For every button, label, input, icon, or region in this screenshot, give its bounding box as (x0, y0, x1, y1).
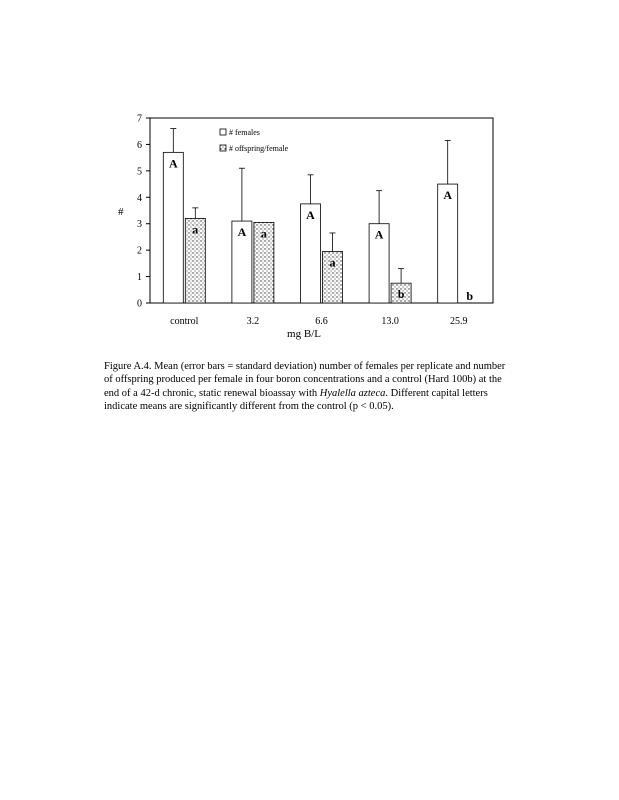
caption-text-end: . Different capital letters indicate means are significantly different from the control (p < 0.05). (104, 387, 488, 413)
y-tick-label: 6 (137, 139, 142, 151)
legend-label-females: # females (229, 128, 260, 137)
significance-letter-females: A (374, 227, 384, 242)
caption-text: Figure A.4. Mean (error bars = standard deviation) number of females per replicate and number of offspring produced per female in four boron concentrations and a control (Hard 100b) at the end of a 42-d chronic, static renewal bioassay with (104, 361, 506, 399)
bar-females (163, 152, 183, 303)
x-tick-label: 13.0 (381, 316, 399, 327)
x-axis-label: mg B/L (287, 328, 321, 340)
significance-letter-females: A (168, 156, 178, 171)
y-tick-label: 5 (137, 166, 142, 178)
y-axis-label: # (118, 206, 124, 218)
y-tick-label: 2 (137, 245, 142, 257)
significance-letter-offspring: a (260, 226, 267, 241)
significance-letter-females: A (306, 207, 315, 222)
legend-swatch-offspring (220, 145, 226, 151)
significance-letter-offspring: a (329, 255, 336, 270)
y-tick-label: 0 (137, 298, 142, 310)
significance-letter-offspring: a (192, 222, 199, 237)
significance-letter-females: A (443, 188, 453, 203)
x-tick-label: 6.6 (315, 316, 328, 327)
legend (220, 128, 289, 153)
legend-label-offspring: # offspring/female (229, 144, 289, 153)
bar-chart (0, 0, 619, 350)
x-tick-label: control (170, 316, 199, 327)
y-tick-label: 3 (137, 219, 142, 231)
significance-letter-offspring: b (466, 289, 474, 303)
x-tick-label: 3.2 (246, 316, 260, 327)
significance-letter-females: A (237, 225, 247, 240)
y-axis (137, 114, 150, 310)
figure-caption (104, 360, 514, 414)
x-axis (170, 316, 467, 327)
caption-species-name: Hyalella azteca (319, 387, 386, 399)
y-tick-label: 7 (137, 113, 142, 125)
y-tick-label: 4 (137, 192, 142, 204)
x-tick-label: 25.9 (449, 316, 468, 327)
bar-series (163, 129, 473, 303)
y-tick-label: 1 (137, 272, 142, 284)
legend-swatch-females (220, 129, 226, 135)
significance-letter-offspring: b (397, 287, 405, 302)
